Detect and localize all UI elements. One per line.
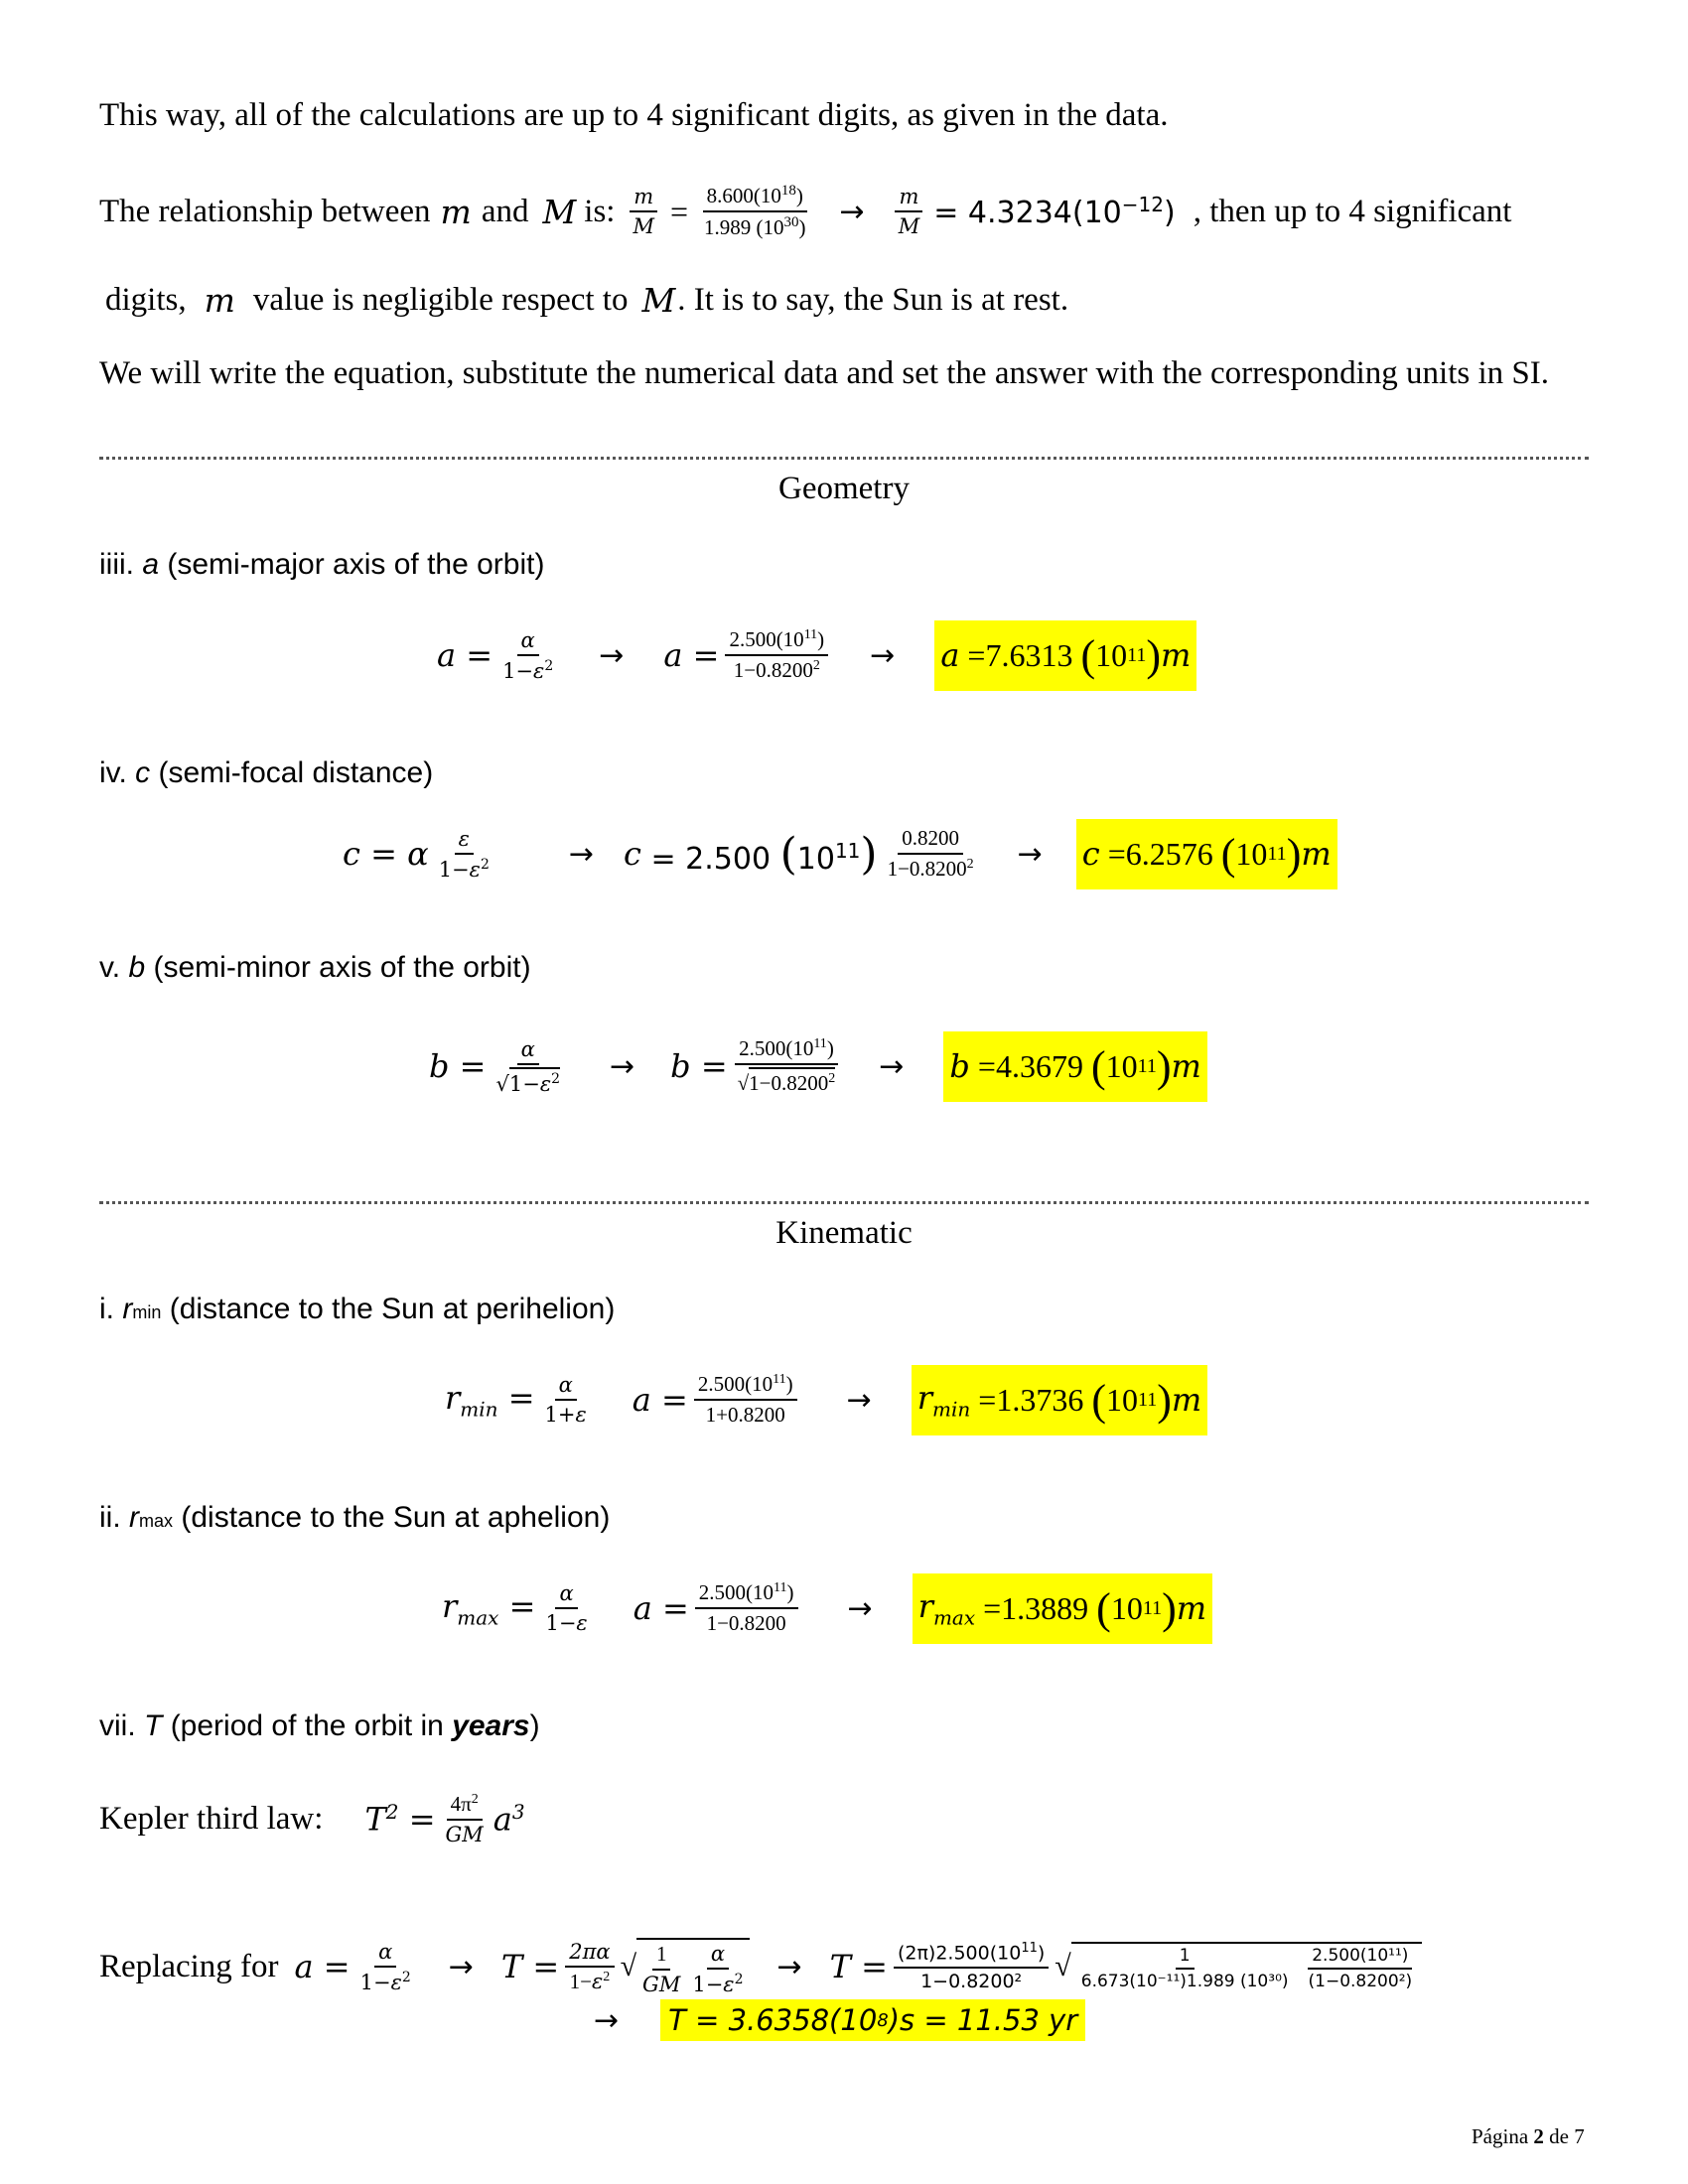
result-rmin: $r_{min}$ = 1.3736 ( 10 11 ) m: [912, 1365, 1208, 1435]
intro-line-4: We will write the equation, substitute the numerical data and set the answer with the corresponding units in SI.: [99, 355, 1549, 391]
mass-ratio-result: 4.3234(10: [967, 196, 1122, 230]
result-T: T = 3.6358(10 8 )s = 11.53 yr: [660, 1999, 1085, 2041]
divider-2: [99, 1201, 1589, 1204]
result-a: a = 7.6313 ( 10 11 ) m: [934, 620, 1196, 691]
page-total: 7: [1574, 2124, 1585, 2148]
geometry-heading: Geometry: [778, 471, 910, 506]
m-over-M-2: $\frac{m}{M}$: [895, 185, 924, 238]
mass-ratio-fraction: $\frac{8.600(10^{18})}{1.989 (10^{30})}$: [704, 183, 806, 239]
kepler-law: Kepler third law: $T^2$ = $\frac{4\pi^2}{GM}$ $a^3$: [99, 1791, 525, 1846]
equation-b: b = $\frac{\alpha}{√1-\varepsilon^2}$ → b = $\frac{2.500(10^{11})}{√1-0.8200^2}$ → b = 4.3679 ( 10 11 ) m: [429, 1026, 1207, 1106]
kinematic-heading: Kinematic: [775, 1215, 913, 1251]
m-over-M: $\frac{m}{M}$: [629, 185, 658, 238]
and-text: and: [481, 193, 529, 229]
divider-1: [99, 457, 1589, 460]
equation-c: c = α $\frac{\varepsilon}{1-\varepsilon^2}$ → c = 2.500 $(10^{11})$ $\frac{0.8200}{1-0.8200^2}$ → c = 6.2576 ( 10 11 ) m: [343, 814, 1337, 893]
intro-text: The relationship between: [99, 193, 431, 229]
result-rmax: $r_{max}$ = 1.3889 ( 10 11 ) m: [913, 1573, 1212, 1644]
result-b: b = 4.3679 ( 10 11 ) m: [943, 1031, 1206, 1102]
intro-line-2: The relationship between m and M is: $\frac{m}{M}$ = $\frac{8.600(10^{18})}{1.989 (10^{30})}$ → $\frac{m}{M}$ = $4.3234(10^{-12})$ , then up to 4 significant: [99, 183, 1512, 239]
result-c: c = 6.2576 ( 10 11 ) m: [1076, 819, 1337, 889]
equation-rmax: $r_{max}$ = $\frac{\alpha}{1-\varepsilon}$ a = $\frac{2.500(10^{11})}{1-0.8200}$ → $r_{max}$ = 1.3889 ( 10 11 ) m: [442, 1569, 1212, 1648]
intro-line-1: This way, all of the calculations are up to 4 significant digits, as given in the data.: [99, 97, 1169, 133]
page-number: 2: [1533, 2124, 1544, 2148]
item-rmax-label: ii. rmax (distance to the Sun at aphelion): [99, 1501, 611, 1534]
item-b-label: v. b (semi-minor axis of the orbit): [99, 951, 531, 984]
intro-text-cont: , then up to 4 significant: [1193, 193, 1512, 229]
equation-rmin: $r_{min}$ = $\frac{\alpha}{1+\varepsilon}$ a = $\frac{2.500(10^{11})}{1+0.8200}$ → $r_{min}$ = 1.3736 ( 10 11 ) m: [445, 1360, 1207, 1439]
final-T-row: → T = 3.6358(10 8 )s = 11.53 yr: [594, 1995, 1085, 2045]
item-rmin-label: i. rmin (distance to the Sun at perihelion): [99, 1293, 616, 1325]
replacing-equation: Replacing for a = $\frac{\alpha}{1-\varepsilon^2}$ → T = $\frac{2\pi\alpha}{1-\varepsilon^2}$ √ $\frac{1}{GM}$ $\frac{\alpha}{1-\varepsilon^2}$ → T = $\frac{(2\pi)2.500(10^{11})}{\text{1−0.8200²}}$ √ $\frac{1}{\text{6.673(10⁻¹¹)1.989 (10³⁰)}}$ $\frac{\text{2.500(10¹¹)}}{\text{(1−0.8200²)}}$: [99, 1922, 1422, 2011]
item-a-label: iiii. a (semi-major axis of the orbit): [99, 548, 545, 581]
page-footer: Página 2 de 7: [1472, 2124, 1585, 2148]
M-symbol: M: [542, 192, 577, 231]
is-text: is:: [584, 193, 616, 229]
intro-line-3: digits, m value is negligible respect to M . It is to say, the Sun is at rest.: [105, 280, 1069, 320]
item-c-label: iv. c (semi-focal distance): [99, 756, 434, 789]
equation-a: a = $\frac{\alpha}{1-\varepsilon^2}$ → a = $\frac{2.500(10^{11})}{1-0.8200^2}$ → a = 7.6313 ( 10 11 ) m: [437, 615, 1196, 695]
item-T-label: vii. T (period of the orbit in years): [99, 1709, 540, 1742]
m-symbol: m: [440, 192, 472, 231]
